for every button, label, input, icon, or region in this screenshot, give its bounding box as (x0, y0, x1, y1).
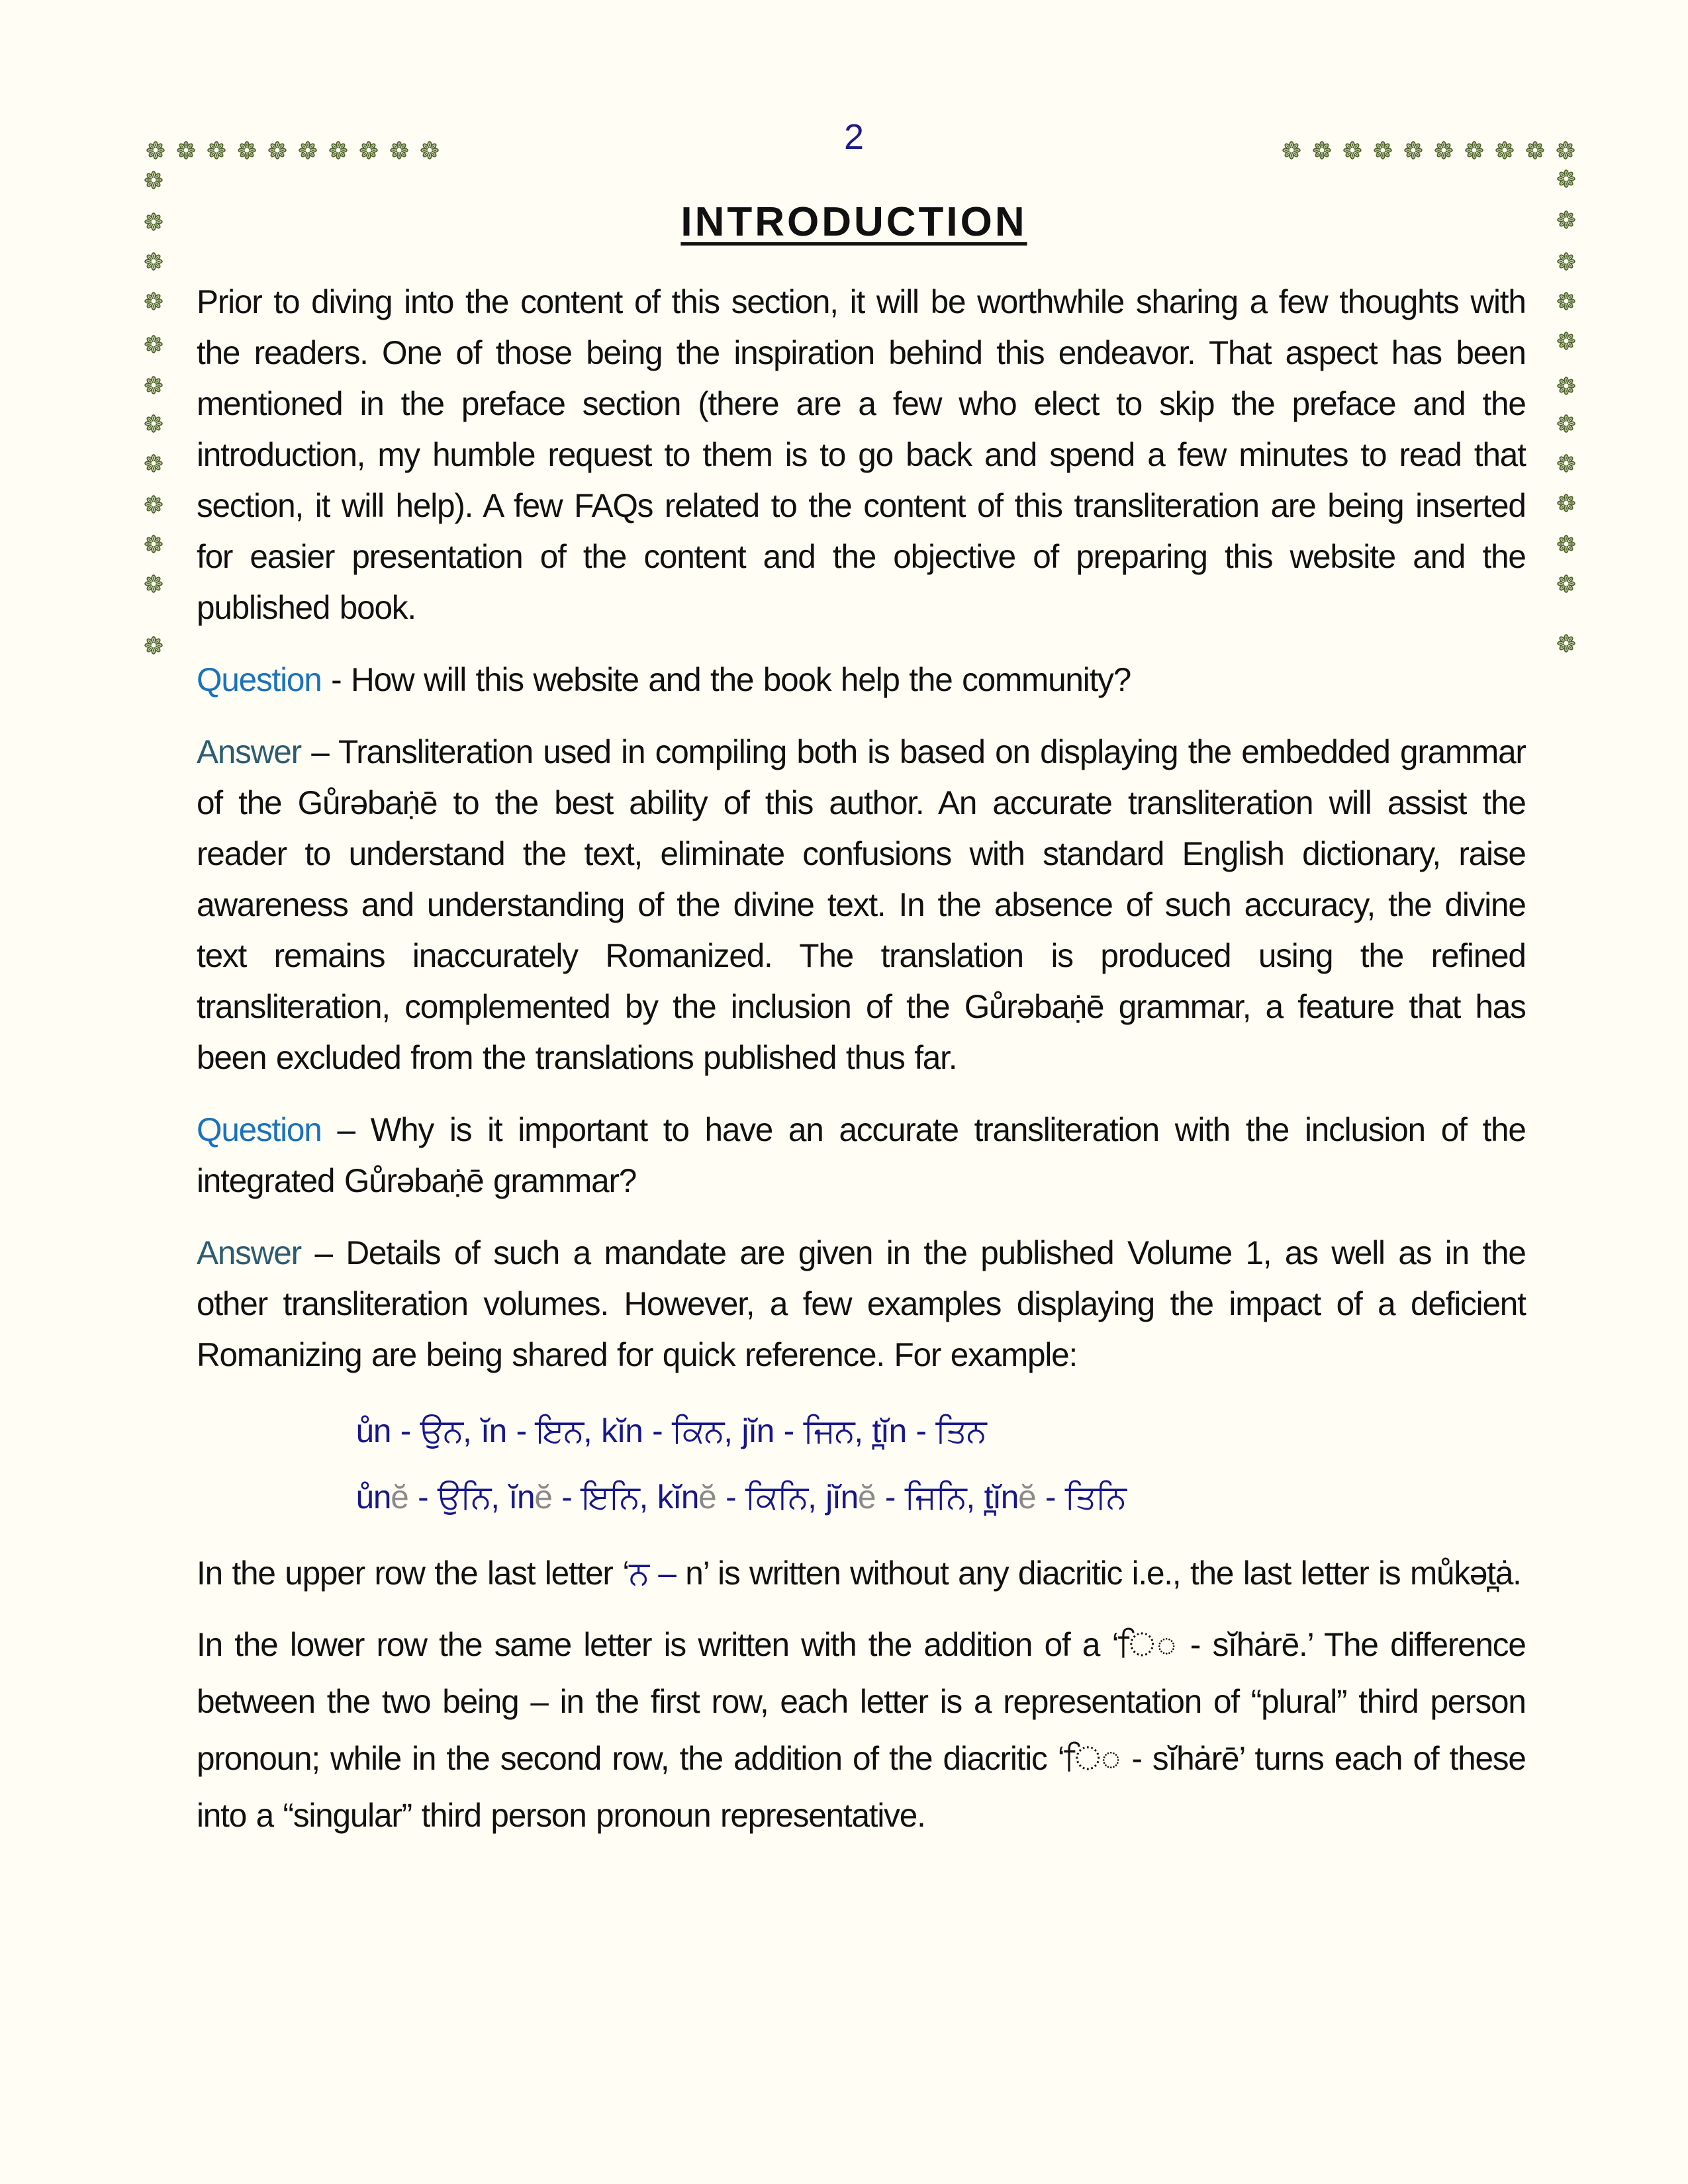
separator: - (1035, 1479, 1065, 1516)
roman-transliteration: ůn (355, 1479, 391, 1516)
gurmukhi-word: ਕਿਨ (672, 1412, 724, 1449)
gurmukhi-word: ਇਨ (536, 1412, 584, 1449)
flower-icon (1557, 535, 1575, 553)
separator: - (875, 1479, 905, 1516)
separator: - (716, 1479, 745, 1516)
question-label: Question (197, 1111, 322, 1148)
flower-icon (1557, 169, 1575, 188)
flower-icon (1557, 414, 1575, 433)
examples-upper-row (356, 1398, 1526, 1464)
flower-icon (1557, 292, 1575, 310)
flower-icon (144, 414, 163, 433)
flower-icon (144, 574, 163, 593)
faq-question-1 (197, 655, 1526, 705)
gurmukhi-word: ਇਨਿ (581, 1479, 639, 1516)
roman-transliteration: jĭn (825, 1479, 858, 1516)
joiner: , (583, 1412, 602, 1449)
muted-vowel: ĕ (698, 1479, 716, 1516)
faq-question-2 (197, 1105, 1526, 1206)
roman-transliteration: jĭn (741, 1412, 774, 1449)
roman-transliteration: t̪ĭn (984, 1479, 1019, 1516)
answer-label: Answer (197, 1234, 301, 1271)
flower-icon (144, 292, 163, 310)
gurmukhi-letter-na: ਨ – (629, 1555, 676, 1592)
muted-vowel: ĕ (391, 1479, 408, 1516)
document-body (197, 277, 1526, 1844)
gurmukhi-examples (356, 1398, 1526, 1530)
roman-transliteration: kĭn (657, 1479, 699, 1516)
joiner: , (491, 1479, 509, 1516)
faq-answer-1 (197, 727, 1526, 1083)
gurmukhi-word: ਉਨ (420, 1412, 463, 1449)
separator: - (391, 1412, 420, 1449)
page-number: 2 (843, 117, 865, 157)
gurmukhi-word: ਤਿਨ (935, 1412, 986, 1449)
gurmukhi-word: ਤਿਨਿ (1064, 1479, 1126, 1516)
flower-icon (1557, 494, 1575, 512)
separator: - (906, 1412, 936, 1449)
question-label: Question (197, 661, 322, 698)
answer-text: – Details of such a mandate are given in the published Volume 1, as well as in the other transliteration volumes. However, a few examples displaying the impact of a deficient Romanizing are being shared for quick reference. For example: (197, 1234, 1526, 1373)
muted-vowel: ĕ (534, 1479, 552, 1516)
flower-icon (144, 335, 163, 353)
examples-lower-row (356, 1464, 1526, 1530)
intro-paragraph: Prior to diving into the content of this section, it will be worthwhile sharing a few thoughts with the readers. One of those being the inspiration behind this endeavor. That aspect has been mentioned in the preface section (there are a few who elect to skip the preface and the introduction, my humble request to them is to go back and spend a few minutes to read that section, it will help). A few FAQs related to the content of this transliteration are being inserted for easier presentation of the content and the objective of preparing this website and the published book. (197, 283, 1526, 626)
roman-transliteration: kĭn (601, 1412, 643, 1449)
question-text: - How will this website and the book help the community? (321, 661, 1131, 698)
explanation-lower: In the lower row the same letter is written with the addition of a ‘ਿ◌ - sĭhȧrē.’ The difference between the two being – in the first row, each letter is a representation of “plural” third person pronoun; while in the second row, the addition of the diacritic ‘ਿ◌ - sĭhȧrē’ turns each of these into a “singular” third person pronoun representative. (197, 1626, 1526, 1834)
gurmukhi-word: ਜਿਨਿ (904, 1479, 966, 1516)
flower-icon (1557, 377, 1575, 395)
muted-vowel: ĕ (1018, 1479, 1036, 1516)
flower-icon (144, 495, 163, 514)
joiner: , (808, 1479, 826, 1516)
flower-icon (144, 376, 163, 394)
joiner: , (966, 1479, 984, 1516)
roman-transliteration: t̪ĭn (872, 1412, 906, 1449)
separator: - (774, 1412, 804, 1449)
gurmukhi-word: ਕਿਨਿ (745, 1479, 808, 1516)
flower-icon (144, 252, 163, 271)
flower-icon (144, 535, 163, 553)
faq-answer-2 (197, 1228, 1526, 1381)
explanation-upper (197, 1545, 1526, 1602)
roman-transliteration: ĭn (481, 1412, 507, 1449)
flower-icon (1557, 574, 1575, 593)
joiner: , (463, 1412, 481, 1449)
joiner: , (639, 1479, 657, 1516)
flower-icon (144, 171, 163, 189)
flower-icon (1557, 332, 1575, 350)
gurmukhi-word: ਜਿਨ (803, 1412, 855, 1449)
gurmukhi-word: ਉਨਿ (437, 1479, 491, 1516)
flower-icon (1557, 454, 1575, 473)
page-title: INTRODUCTION (680, 199, 1027, 245)
question-text: – Why is it important to have an accurate transliteration with the inclusion of the integrated Gůrəbaṇ̇ē grammar? (197, 1111, 1526, 1199)
separator: - (408, 1479, 438, 1516)
separator: - (551, 1479, 582, 1516)
roman-transliteration: ĭn (508, 1479, 535, 1516)
separator: - (642, 1412, 673, 1449)
explanation-text: n’ is written without any diacritic i.e., the last letter is můkət̪ȧ. (675, 1555, 1521, 1592)
flower-icon (144, 636, 163, 655)
muted-vowel: ĕ (857, 1479, 876, 1516)
flower-icon (1557, 634, 1575, 653)
roman-transliteration: ůn (355, 1412, 391, 1449)
separator: - (506, 1412, 536, 1449)
flower-icon (1557, 252, 1575, 271)
joiner: , (854, 1412, 872, 1449)
answer-text: – Transliteration used in compiling both is based on displaying the embedded grammar of the Gůrəbaṇ̇ē to the best ability of this author. An accurate transliteration will assist the reader to understand the text, eliminate confusions with standard English dictionary, raise awareness and understanding of the divine text. In the absence of such accuracy, the divine text remains inaccurately Romanized. The translation is produced using the refined transliteration, complemented by the inclusion of the Gůrəbaṇ̇ē grammar, a feature that has been excluded from the translations published thus far. (197, 733, 1526, 1076)
explanation-text: In the upper row the last letter ‘ (197, 1555, 630, 1592)
answer-label: Answer (197, 733, 301, 770)
joiner: , (724, 1412, 742, 1449)
flower-icon (144, 454, 163, 473)
